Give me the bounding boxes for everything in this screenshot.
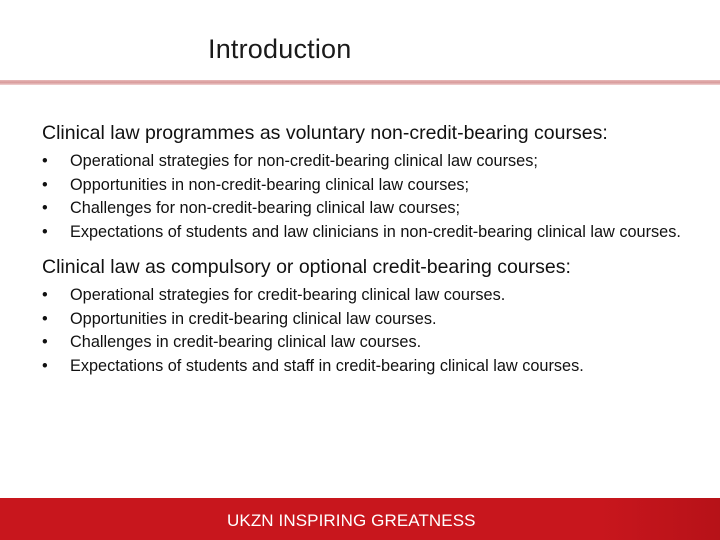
list-item-text: Operational strategies for non-credit-bearing clinical law courses;	[70, 152, 538, 170]
bullet-icon: •	[42, 152, 48, 170]
list-item-text: Challenges for non-credit-bearing clinical law courses;	[70, 199, 461, 217]
list-item-text: Expectations of students and law clinicians in non-credit-bearing clinical law courses.	[70, 222, 681, 241]
list-item	[42, 331, 692, 355]
list-item	[42, 308, 692, 332]
section-heading-voluntary: Clinical law programmes as voluntary non-credit-bearing courses:	[42, 122, 608, 144]
footer-shade	[600, 498, 720, 540]
title-divider	[0, 80, 720, 85]
bullet-icon: •	[42, 286, 48, 304]
bullet-icon: •	[42, 222, 48, 241]
list-item-text: Opportunities in non-credit-bearing clinical law courses;	[70, 175, 470, 194]
bullet-icon: •	[42, 356, 48, 375]
list-item	[42, 197, 692, 221]
list-item-text: Operational strategies for credit-bearing clinical law courses.	[70, 286, 506, 304]
list-item	[42, 284, 692, 308]
bullet-icon: •	[42, 175, 48, 194]
list-item	[42, 221, 692, 245]
list-item	[42, 355, 692, 379]
bullet-list-credit-bearing	[42, 284, 692, 378]
slide-content	[42, 120, 692, 378]
bullet-icon: •	[42, 309, 48, 328]
section-heading-credit-bearing: Clinical law as compulsory or optional credit-bearing courses:	[42, 256, 571, 278]
list-item-text: Expectations of students and staff in credit-bearing clinical law courses.	[70, 356, 584, 375]
list-item	[42, 174, 692, 198]
slide-title: Introduction	[208, 34, 352, 64]
list-item-text: Opportunities in credit-bearing clinical law courses.	[70, 309, 437, 328]
list-item	[42, 150, 692, 174]
bullet-icon: •	[42, 199, 48, 217]
footer-bar	[0, 498, 720, 540]
list-item-text: Challenges in credit-bearing clinical law courses.	[70, 333, 422, 351]
footer-tagline: UKZN INSPIRING GREATNESS	[227, 511, 476, 530]
bullet-list-voluntary	[42, 150, 692, 244]
bullet-icon: •	[42, 333, 48, 351]
